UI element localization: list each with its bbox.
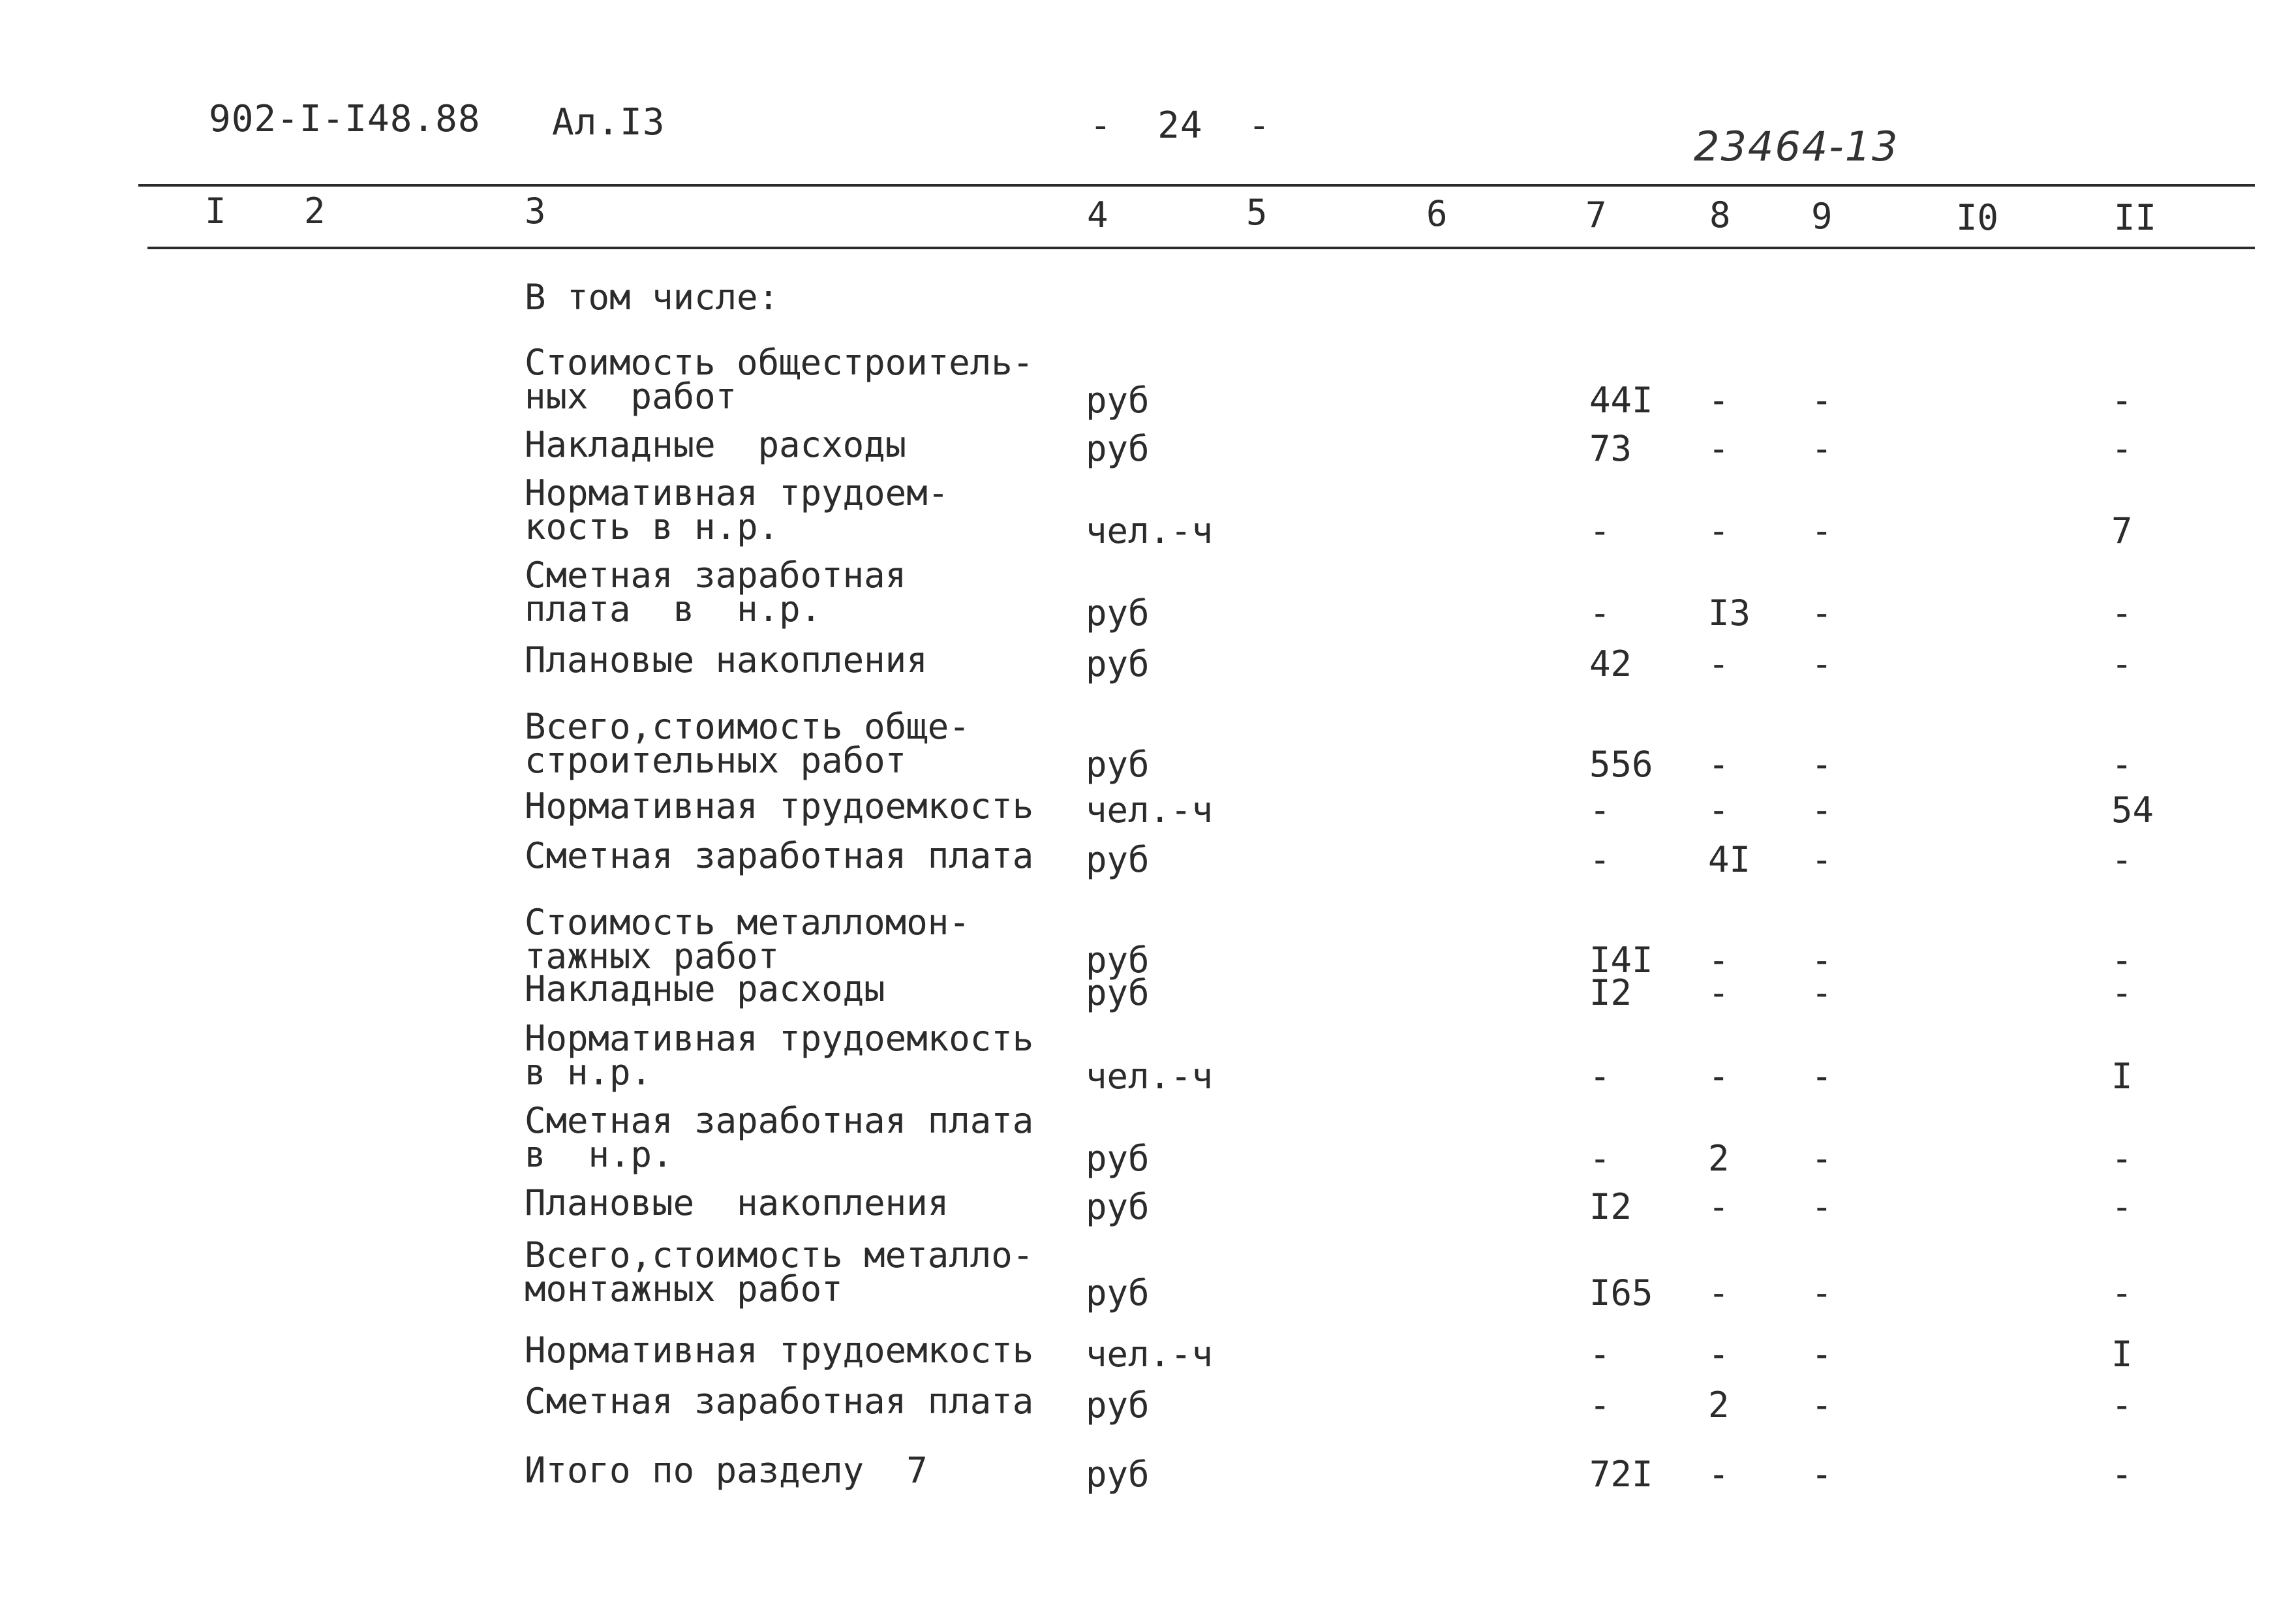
column-8-cell: I3	[1708, 592, 1751, 634]
column-7-cell: -	[1589, 510, 1611, 551]
unit-cell: чел.-ч	[1086, 510, 1214, 551]
column-8-cell: -	[1708, 940, 1730, 981]
item-name: Сметная заработная плата в н.р.	[525, 555, 907, 630]
unit-cell: руб	[1086, 1186, 1150, 1227]
column-header: II	[2114, 197, 2157, 238]
column-11-cell: -	[2111, 380, 2133, 421]
document-code: 902-I-I48.88	[209, 98, 481, 140]
column-8-cell: -	[1708, 1056, 1730, 1097]
column-11-cell: -	[2111, 643, 2133, 684]
item-name: Всего,стоимость обще- строительных работ	[525, 706, 970, 781]
column-header: 4	[1087, 194, 1108, 236]
column-7-cell: -	[1589, 789, 1611, 831]
column-header: 9	[1811, 196, 1833, 237]
column-8-cell: -	[1708, 428, 1730, 469]
unit-cell: чел.-ч	[1086, 1334, 1214, 1375]
unit-cell: руб	[1086, 643, 1150, 684]
column-8-cell: -	[1708, 744, 1730, 785]
column-8-cell: -	[1708, 1186, 1730, 1227]
column-11-cell: 54	[2111, 789, 2154, 831]
column-7-cell: 44I	[1589, 380, 1653, 421]
column-9-cell: -	[1811, 789, 1833, 831]
column-8-cell: -	[1708, 380, 1730, 421]
item-name: Итого по разделу 7	[525, 1450, 928, 1491]
column-7-cell: 42	[1589, 643, 1632, 684]
column-11-cell: -	[2111, 428, 2133, 469]
column-9-cell: -	[1811, 1334, 1833, 1375]
item-name: Накладные расходы	[525, 968, 885, 1009]
column-11-cell: -	[2111, 1272, 2133, 1313]
column-11-cell: -	[2111, 1454, 2133, 1495]
item-name: Стоимость металломон- тажных работ	[525, 902, 970, 977]
section-intro: В том числе:	[525, 277, 780, 318]
unit-cell: руб	[1086, 1385, 1150, 1426]
item-name: Всего,стоимость металло- монтажных работ	[525, 1234, 1034, 1310]
unit-cell: чел.-ч	[1086, 1056, 1214, 1097]
column-7-cell: 556	[1589, 744, 1653, 785]
column-8-cell: 2	[1708, 1138, 1730, 1179]
column-11-cell: -	[2111, 940, 2133, 981]
column-header: 8	[1709, 194, 1731, 236]
column-9-cell: -	[1811, 839, 1833, 880]
item-name: Стоимость общестроитель- ных работ	[525, 342, 1034, 417]
column-9-cell: -	[1811, 744, 1833, 785]
column-11-cell: I	[2111, 1334, 2133, 1375]
column-11-cell: -	[2111, 1186, 2133, 1227]
column-7-cell: -	[1589, 1385, 1611, 1426]
column-header: 6	[1426, 193, 1448, 234]
item-name: Нормативная трудоемкость	[525, 786, 1034, 827]
item-name: Сметная заработная плата	[525, 835, 1034, 876]
column-11-cell: -	[2111, 1138, 2133, 1179]
column-8-cell: -	[1708, 643, 1730, 684]
column-header: 3	[525, 191, 546, 232]
column-8-cell: -	[1708, 1454, 1730, 1495]
unit-cell: руб	[1086, 839, 1150, 880]
unit-cell: руб	[1086, 744, 1150, 785]
unit-cell: руб	[1086, 592, 1150, 634]
column-8-cell: -	[1708, 1272, 1730, 1313]
column-7-cell: I4I	[1589, 940, 1653, 981]
column-7-cell: -	[1589, 592, 1611, 634]
unit-cell: руб	[1086, 428, 1150, 469]
column-7-cell: 73	[1589, 428, 1632, 469]
column-9-cell: -	[1811, 1186, 1833, 1227]
unit-cell: руб	[1086, 940, 1150, 981]
column-header: I	[205, 191, 226, 232]
sheet-label: Ал.I3	[552, 101, 665, 144]
column-header: 7	[1585, 194, 1607, 236]
column-11-cell: -	[2111, 972, 2133, 1013]
column-7-cell: I65	[1589, 1272, 1653, 1313]
column-header: 5	[1246, 192, 1268, 233]
column-9-cell: -	[1811, 1385, 1833, 1426]
column-11-cell: 7	[2111, 510, 2133, 551]
unit-cell: руб	[1086, 1454, 1150, 1495]
item-name: Нормативная трудоем- кость в н.р.	[525, 472, 949, 547]
item-name: Сметная заработная плата в н.р.	[525, 1100, 1034, 1175]
unit-cell: руб	[1086, 1272, 1150, 1313]
column-9-cell: -	[1811, 940, 1833, 981]
inventory-stamp-number: 23464-13	[1694, 123, 1899, 170]
unit-cell: руб	[1086, 1138, 1150, 1179]
item-name: Сметная заработная плата	[525, 1381, 1034, 1422]
column-9-cell: -	[1811, 428, 1833, 469]
item-name: Нормативная трудоемкость	[525, 1330, 1034, 1371]
column-9-cell: -	[1811, 1454, 1833, 1495]
column-9-cell: -	[1811, 592, 1833, 634]
column-9-cell: -	[1811, 1056, 1833, 1097]
column-8-cell: -	[1708, 510, 1730, 551]
column-7-cell: -	[1589, 1334, 1611, 1375]
column-11-cell: -	[2111, 1385, 2133, 1426]
item-name: Накладные расходы	[525, 424, 907, 465]
unit-cell: руб	[1086, 972, 1150, 1013]
column-9-cell: -	[1811, 1272, 1833, 1313]
column-7-cell: -	[1589, 1138, 1611, 1179]
item-name: Плановые накопления	[525, 1182, 949, 1223]
column-8-cell: -	[1708, 972, 1730, 1013]
table-header-rule	[147, 247, 2255, 249]
column-7-cell: I2	[1589, 972, 1632, 1013]
column-9-cell: -	[1811, 643, 1833, 684]
unit-cell: руб	[1086, 380, 1150, 421]
column-7-cell: 72I	[1589, 1454, 1653, 1495]
column-9-cell: -	[1811, 972, 1833, 1013]
column-7-cell: -	[1589, 839, 1611, 880]
item-name: Нормативная трудоемкость в н.р.	[525, 1018, 1034, 1093]
column-7-cell: -	[1589, 1056, 1611, 1097]
column-11-cell: -	[2111, 592, 2133, 634]
column-7-cell: I2	[1589, 1186, 1632, 1227]
column-11-cell: -	[2111, 744, 2133, 785]
item-name: Плановые накопления	[525, 639, 928, 681]
column-11-cell: I	[2111, 1056, 2133, 1097]
column-8-cell: -	[1708, 789, 1730, 831]
column-9-cell: -	[1811, 510, 1833, 551]
column-8-cell: -	[1708, 1334, 1730, 1375]
column-8-cell: 2	[1708, 1385, 1730, 1426]
column-8-cell: 4I	[1708, 839, 1751, 880]
column-9-cell: -	[1811, 1138, 1833, 1179]
page-number: - 24 -	[1090, 104, 1271, 147]
column-header: 2	[304, 191, 326, 232]
unit-cell: чел.-ч	[1086, 789, 1214, 831]
column-11-cell: -	[2111, 839, 2133, 880]
column-9-cell: -	[1811, 380, 1833, 421]
column-header: I0	[1956, 197, 1999, 238]
table-top-rule	[138, 184, 2255, 187]
